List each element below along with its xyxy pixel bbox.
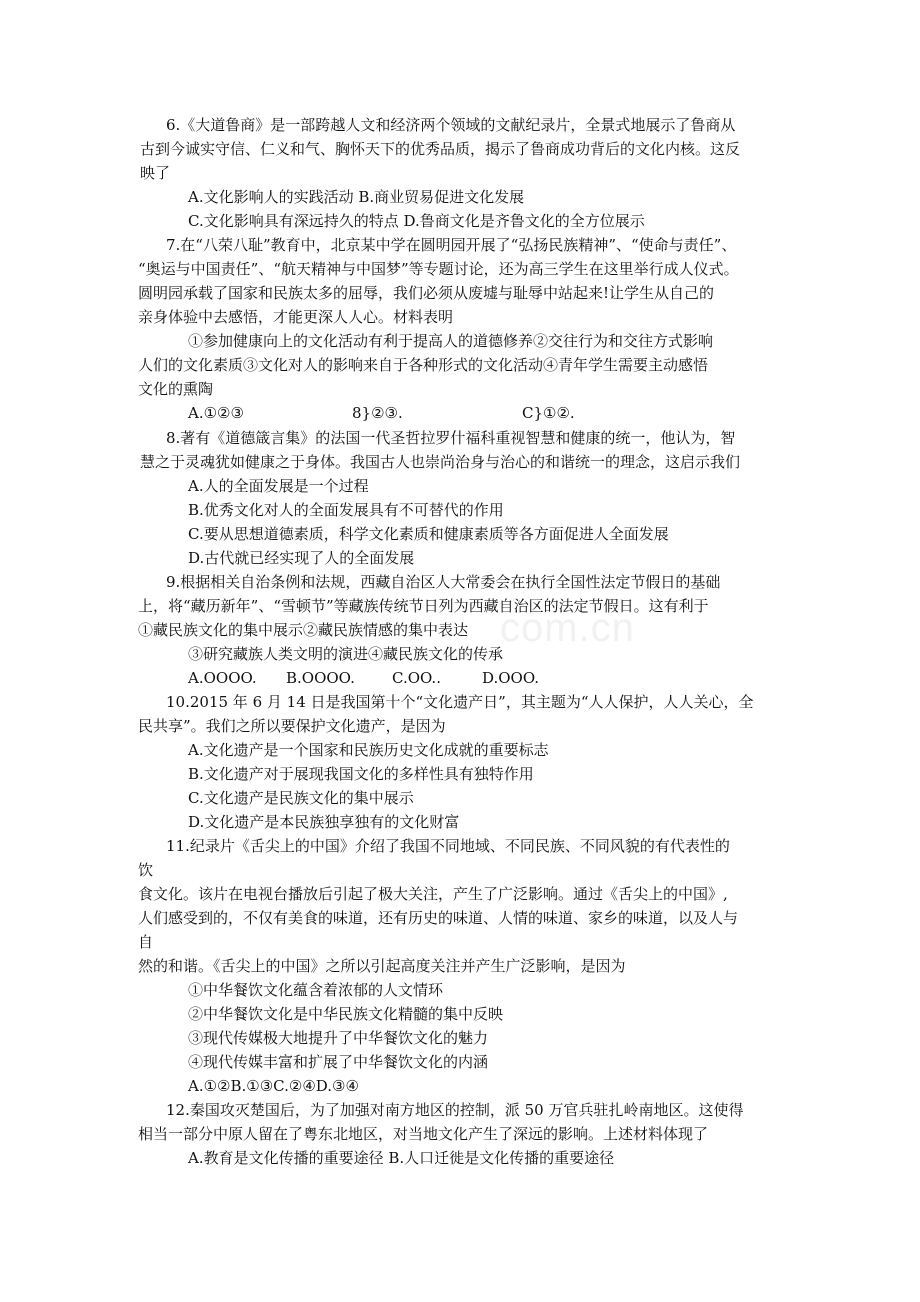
q11-statement-1: ①中华餐饮文化蕴含着浓郁的人文情环 [188,981,444,999]
q11-stem-line2: 饮 [138,861,154,879]
q7-stem-line1: 7.在“八荣八耻”教育中，北京某中学在圆明园开展了“弘扬民族精神”、“使命与责任”、 [166,236,737,254]
q7-stem-line3: 圆明园承载了国家和民族太多的屈辱，我们必须从废墟与耻辱中站起来!让学生从自己的 [138,284,715,302]
q9-option-c: C.OO.. [392,669,441,687]
q10-option-b: B.文化遗产对于展现我国文化的多样性具有独特作用 [188,765,534,783]
q6-stem-line1: 6.《大道鲁商》是一部跨越人文和经济两个领域的文献纪录片，全景式地展示了鲁商从 [166,116,736,134]
q10-stem-line2: 民共享”。我们之所以要保护文化遗产，是因为 [138,717,446,735]
q7-stem-line2: “奥运与中国责任”、“航天精神与中国梦”等专题讨论，还为高三学生在这里举行成人仪式。 [138,260,739,278]
q11-statement-3: ③现代传媒极大地提升了中华餐饮文化的魅力 [188,1029,489,1047]
q7-statements-line3: 文化的熏陶 [138,380,214,398]
q7-statements-line2: 人们的文化素质③文化对人的影响来自于各种形式的文化活动④青年学生需要主动感悟 [138,356,709,374]
q9-stem-line2: 上，将“藏历新年”、“雪顿节”等藏族传统节日列为西藏自治区的法定节假日。这有利于 [138,597,709,615]
q6-options-ab: A.文化影响人的实践活动 B.商业贸易促进文化发展 [188,188,525,206]
q8-stem-line1: 8.著有《道德箴言集》的法国一代圣哲拉罗什福科重视智慧和健康的统一，他认为，智 [166,429,736,447]
q7-statements-line1: ①参加健康向上的文化活动有利于提高人的道德修养②交往行为和交往方式影响 [188,332,714,350]
q11-stem-line3: 食文化。该片在电视台播放后引起了极大关注，产生了广泛影响。通过《舌尖上的中国》, [138,885,728,903]
q11-options: A.①②B.①③C.②④D.③④ [188,1077,359,1095]
q11-stem-line1: 11.纪录片《舌尖上的中国》介绍了我国不同地域、不同民族、不同风貌的有代表性的 [166,837,730,855]
q7-option-c: C}①②. [522,404,575,422]
q11-stem-line4: 人们感受到的，不仅有美食的味道，还有历史的味道、人情的味道、家乡的味道，以及人与 [138,909,739,927]
q11-stem-line5: 自 [138,933,154,951]
q7-stem-line4: 亲身体验中去感悟，才能更深人人心。材料表明 [138,308,454,326]
q6-stem-line2: 古到今诚实守信、仁义和气、胸怀天下的优秀品质，揭示了鲁商成功背后的文化内核。这反 [140,140,741,158]
q12-stem-line1: 12.秦国攻灭楚国后，为了加强对南方地区的控制，派 50 万官兵驻扎岭南地区。这使得 [166,1101,744,1119]
q8-option-a: A.人的全面发展是一个过程 [188,477,369,495]
q11-statement-2: ②中华餐饮文化是中华民族文化精髓的集中反映 [188,1005,504,1023]
q8-stem-line2: 慧之于灵魂犹如健康之于身体。我国古人也崇尚治身与治心的和谐统一的理念，这启示我们 [140,453,741,471]
q7-option-a: A.①②③ [188,404,244,422]
q6-options-cd: C.文化影响具有深远持久的特点 D.鲁商文化是齐鲁文化的全方位展示 [188,212,645,230]
q8-option-c: C.要从思想道德素质，科学文化素质和健康素质等各方面促进人全面发展 [188,525,669,543]
q8-option-d: D.古代就已经实现了人的全面发展 [188,549,415,567]
q9-option-a: A.OOOO. [188,669,257,687]
q9-option-b: B.OOOO. [286,669,355,687]
q10-option-a: A.文化遗产是一个国家和民族历史文化成就的重要标志 [188,741,549,759]
q11-stem-line6: 然的和谐。《舌尖上的中国》之所以引起高度关注并产生广泛影响，是因为 [138,957,626,975]
q9-statements-line1: ①藏民族文化的集中展示②藏民族情感的集中表达 [138,621,469,639]
q12-options-ab: A.教育是文化传播的重要途径 B.人口迁徙是文化传播的重要途径 [188,1149,615,1167]
watermark: com.cn [500,606,635,650]
q7-option-b: 8}②③. [352,404,403,422]
q9-stem-line1: 9.根据相关自治条例和法规，西藏自治区人大常委会在执行全国性法定节假日的基础 [166,573,721,591]
q8-option-b: B.优秀文化对人的全面发展具有不可替代的作用 [188,501,504,519]
q9-statements-line2: ③研究藏族人类文明的演进④藏民族文化的传承 [188,645,504,663]
q10-option-c: C.文化遗产是民族文化的集中展示 [188,789,414,807]
q9-option-d: D.OOO. [482,669,540,687]
q10-stem-line1: 10.2015 年 6 月 14 日是我国第十个“文化遗产日”，其主题为“人人保护，人人关心，全 [166,693,754,711]
q6-stem-line3: 映了 [140,164,171,182]
q12-stem-line2: 相当一部分中原人留在了粤东北地区，对当地文化产生了深远的影响。上述材料体现了 [138,1125,709,1143]
q11-statement-4: ④现代传媒丰富和扩展了中华餐饮文化的内涵 [188,1053,489,1071]
q10-option-d: D.文化遗产是本民族独享独有的文化财富 [188,813,460,831]
